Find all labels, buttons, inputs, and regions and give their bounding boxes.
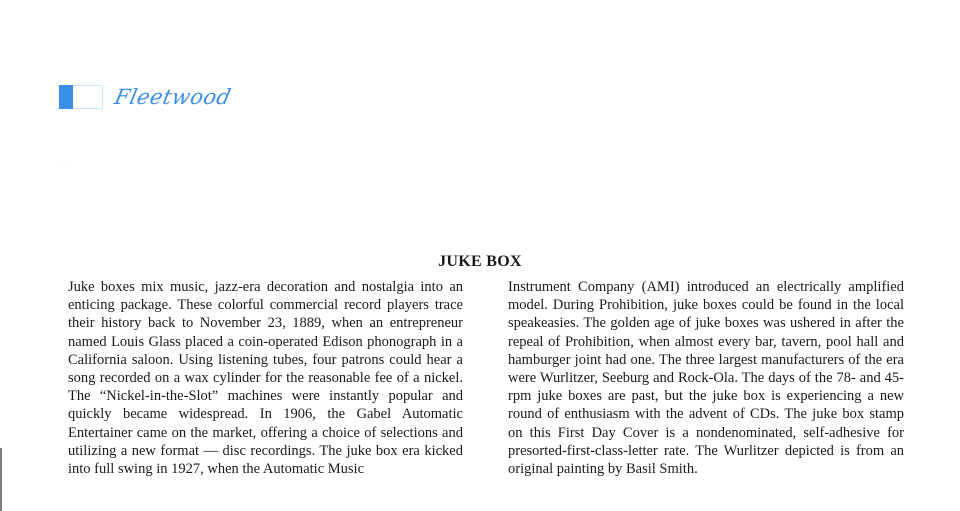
document-title: JUKE BOX bbox=[438, 253, 522, 270]
decorative-dots: · · bbox=[63, 160, 72, 166]
fleetwood-logo bbox=[59, 84, 234, 110]
page-edge-line bbox=[0, 448, 2, 511]
logo-script-text: Fleetwood bbox=[112, 85, 234, 109]
logo-outline-box bbox=[73, 85, 103, 109]
body-column-left: Juke boxes mix music, jazz-era decoration and nostalgia into an enticing package. These colorful commercial record players trace their history back to November 23, 1889, when an entrepreneur named Louis Glass placed a coin-operated Edison phonograph in a California saloon. Using listening tubes, four patrons could hear a song recorded on a wax cylinder for the reasonable fee of a nickel. The “Nickel-in-the-Slot” machines were instantly popular and quickly became widespread. In 1906, the Gabel Automatic Entertainer came on the market, offering a choice of selections and utilizing a new format — disc recordings. The juke box era kicked into full swing in 1927, when the Automatic Music bbox=[68, 279, 463, 478]
body-column-right: Instrument Company (AMI) introduced an electrically amplified model. During Prohibition, juke boxes could be found in the local speakeasies. The golden age of juke boxes was ushered in after the repeal of Prohibition, when almost every bar, tavern, pool hall and hamburger joint had one. The three largest manufacturers of the era were Wurlitzer, Seeburg and Rock-Ola. The days of the 78- and 45-rpm juke boxes are past, but the juke box is experiencing a new round of enthusiasm with the advent of CDs. The juke box stamp on this First Day Cover is a nondenominated, self-adhesive for presorted-first-class-letter rate. The Wurlitzer depicted is from an original painting by Basil Smith. bbox=[508, 279, 904, 478]
logo-blue-block bbox=[59, 85, 73, 109]
